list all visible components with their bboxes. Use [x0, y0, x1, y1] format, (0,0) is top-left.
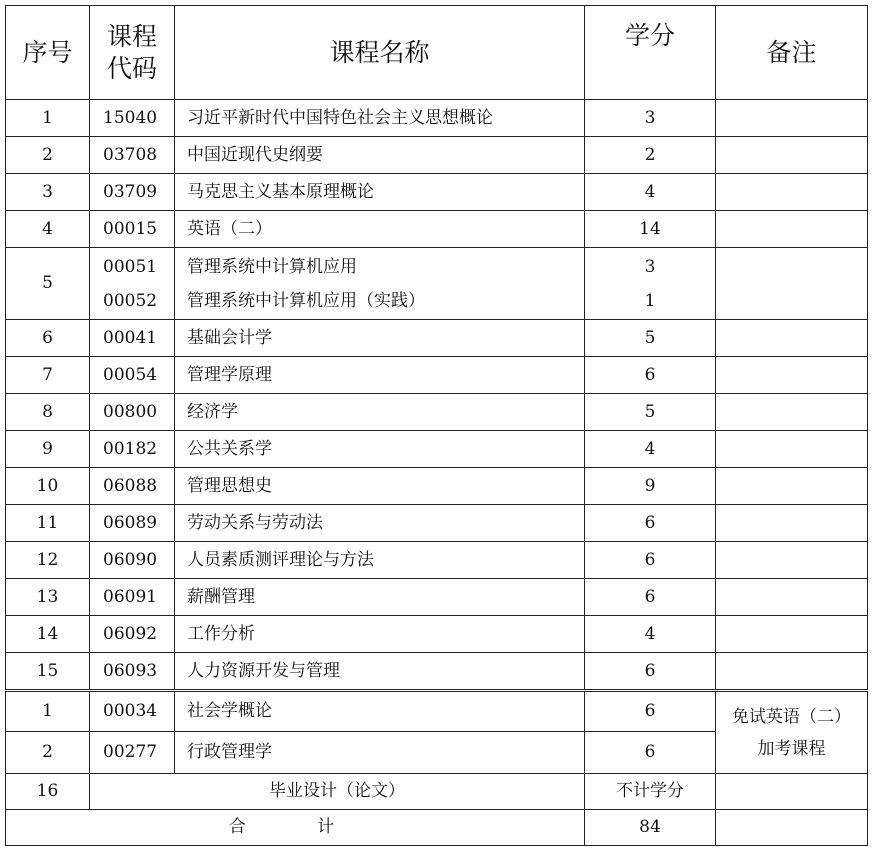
cell-name: 公共关系学: [175, 431, 585, 468]
cell-code: 00034: [90, 691, 175, 732]
cell-name: 习近平新时代中国特色社会主义思想概论: [175, 100, 585, 137]
header-name: 课程名称: [175, 6, 585, 100]
table-row: [6, 505, 868, 542]
extra-row: [6, 691, 868, 732]
cell-code: 00277: [90, 732, 175, 774]
cell-credit: 6: [585, 732, 716, 774]
cell-name: 管理系统中计算机应用（实践）: [187, 290, 425, 311]
header-seq: 序号: [6, 6, 90, 100]
cell-code: 00015: [90, 211, 175, 248]
cell-seq: 9: [6, 431, 90, 468]
cell-seq: 4: [6, 211, 90, 248]
cell-note: [716, 174, 868, 211]
cell-code: 06092: [90, 616, 175, 653]
cell-seq: 1: [6, 691, 90, 732]
cell-code: 06093: [90, 653, 175, 691]
cell-credit: 6: [585, 579, 716, 616]
cell-seq: 12: [6, 542, 90, 579]
cell-code: 00800: [90, 394, 175, 431]
cell-note: [716, 211, 868, 248]
course-table: [5, 5, 868, 846]
cell-seq: 13: [6, 579, 90, 616]
header-code: [90, 6, 175, 100]
table-row: [6, 320, 868, 357]
cell-credit-group: [585, 248, 716, 320]
cell-seq: 14: [6, 616, 90, 653]
cell-note: [716, 579, 868, 616]
cell-seq: 11: [6, 505, 90, 542]
header-code-line-2: 代码: [106, 53, 157, 83]
cell-name: 基础会计学: [175, 320, 585, 357]
cell-credit: 14: [585, 211, 716, 248]
cell-note: [716, 616, 868, 653]
cell-name: 社会学概论: [175, 691, 585, 732]
table-row: [6, 542, 868, 579]
cell-code: 06090: [90, 542, 175, 579]
cell-seq: 10: [6, 468, 90, 505]
cell-thesis-name: 毕业设计（论文）: [90, 774, 585, 810]
cell-name: 劳动关系与劳动法: [175, 505, 585, 542]
total-row: [6, 810, 868, 846]
cell-code: 00041: [90, 320, 175, 357]
cell-seq: 15: [6, 653, 90, 691]
cell-credit: 6: [585, 357, 716, 394]
cell-name: 行政管理学: [175, 732, 585, 774]
cell-credit: 4: [585, 616, 716, 653]
cell-note: [716, 137, 868, 174]
cell-credit: 4: [585, 431, 716, 468]
cell-name: 薪酬管理: [175, 579, 585, 616]
table-row: [6, 653, 868, 691]
note-line-2: 加考课程: [757, 738, 826, 759]
cell-note: [716, 468, 868, 505]
cell-note: [716, 810, 868, 846]
cell-code: 00182: [90, 431, 175, 468]
table-row: [6, 579, 868, 616]
table-row: [6, 394, 868, 431]
cell-credit: 1: [644, 290, 656, 311]
cell-seq: 5: [6, 248, 90, 320]
cell-seq: 16: [6, 774, 90, 810]
cell-name-group: [175, 248, 585, 320]
cell-note: [716, 431, 868, 468]
cell-name: 人员素质测评理论与方法: [175, 542, 585, 579]
cell-seq: 6: [6, 320, 90, 357]
cell-name: 中国近现代史纲要: [175, 137, 585, 174]
table-row: [6, 174, 868, 211]
cell-credit: 4: [585, 174, 716, 211]
cell-seq: 2: [6, 732, 90, 774]
table-row: [6, 248, 868, 320]
cell-name: 管理学原理: [175, 357, 585, 394]
cell-note: [716, 394, 868, 431]
cell-total-label: 合 计: [6, 810, 585, 846]
table-row: [6, 211, 868, 248]
cell-name: 管理思想史: [175, 468, 585, 505]
cell-note: [716, 774, 868, 810]
cell-code: 00052: [103, 290, 158, 311]
cell-name: 马克思主义基本原理概论: [175, 174, 585, 211]
thesis-row: [6, 774, 868, 810]
table-row: [6, 616, 868, 653]
cell-note: [716, 357, 868, 394]
cell-code: 00051: [103, 256, 158, 277]
cell-name: 英语（二）: [175, 211, 585, 248]
cell-note: [716, 248, 868, 320]
cell-seq: 8: [6, 394, 90, 431]
cell-credit: 3: [644, 256, 656, 277]
cell-seq: 3: [6, 174, 90, 211]
cell-credit: 5: [585, 320, 716, 357]
note-line-1: 免试英语（二）: [732, 706, 851, 727]
cell-credit: 不计学分: [585, 774, 716, 810]
cell-note: [716, 653, 868, 691]
cell-seq: 2: [6, 137, 90, 174]
cell-note: [716, 505, 868, 542]
cell-credit: 3: [585, 100, 716, 137]
cell-name: 经济学: [175, 394, 585, 431]
table-row: [6, 137, 868, 174]
cell-note: [716, 100, 868, 137]
cell-note-extra: [716, 691, 868, 774]
cell-total-credit: 84: [585, 810, 716, 846]
cell-code: 03708: [90, 137, 175, 174]
table-row: [6, 357, 868, 394]
cell-credit: 6: [585, 542, 716, 579]
cell-note: [716, 320, 868, 357]
table-row: [6, 100, 868, 137]
cell-credit: 9: [585, 468, 716, 505]
cell-code: 06088: [90, 468, 175, 505]
cell-credit: 6: [585, 691, 716, 732]
cell-code: 00054: [90, 357, 175, 394]
table-row: [6, 431, 868, 468]
cell-name: 人力资源开发与管理: [175, 653, 585, 691]
cell-seq: 7: [6, 357, 90, 394]
header-code-line-1: 课程: [106, 22, 157, 52]
cell-code-group: [90, 248, 175, 320]
cell-credit: 5: [585, 394, 716, 431]
table-row: [6, 468, 868, 505]
cell-code: 15040: [90, 100, 175, 137]
cell-seq: 1: [6, 100, 90, 137]
cell-note: [716, 542, 868, 579]
header-credit: 学分: [585, 6, 716, 100]
cell-credit: 2: [585, 137, 716, 174]
cell-code: 06091: [90, 579, 175, 616]
cell-credit: 6: [585, 653, 716, 691]
cell-code: 03709: [90, 174, 175, 211]
header-row: [6, 6, 868, 100]
cell-name: 管理系统中计算机应用: [187, 256, 357, 277]
cell-credit: 6: [585, 505, 716, 542]
cell-name: 工作分析: [175, 616, 585, 653]
cell-code: 06089: [90, 505, 175, 542]
header-note: 备注: [716, 6, 868, 100]
